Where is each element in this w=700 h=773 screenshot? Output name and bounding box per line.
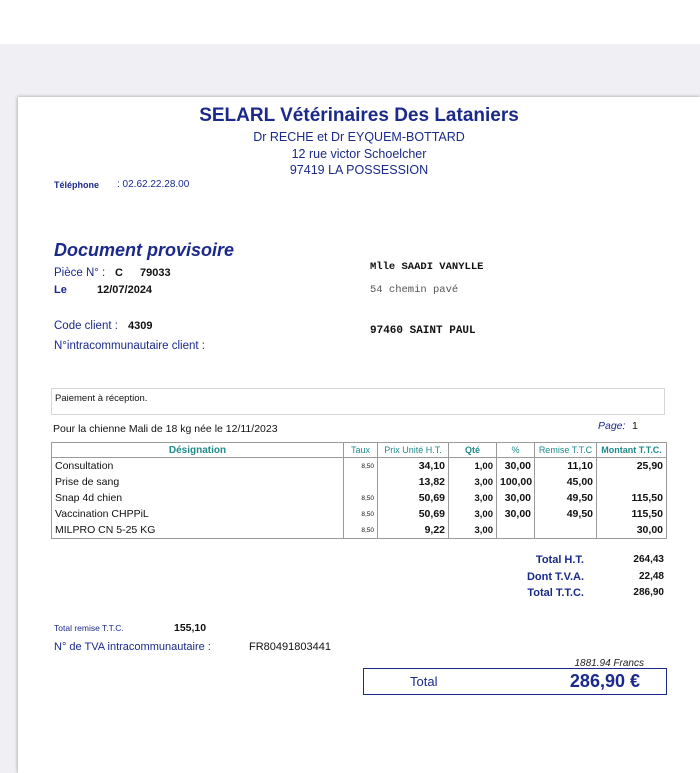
grand-total-box	[363, 668, 667, 695]
piece-label: Pièce N° :	[54, 267, 106, 279]
cell-qte: 3,00	[449, 522, 497, 539]
cell-montant: 115,50	[597, 490, 667, 506]
cell-qte: 3,00	[449, 474, 497, 490]
header-montant: Montant T.T.C.	[597, 443, 667, 458]
cell-pct: 30,00	[497, 458, 535, 475]
cell-designation: Prise de sang	[52, 474, 344, 490]
top-bar	[0, 0, 700, 44]
cell-remise	[535, 522, 597, 539]
table-row	[52, 522, 667, 539]
header-designation: Désignation	[52, 443, 344, 458]
document-title: Document provisoire	[54, 240, 235, 260]
cell-qte: 1,00	[449, 458, 497, 475]
cell-pct	[497, 522, 535, 539]
table-row	[52, 490, 667, 506]
total-ht-label: Total H.T.	[535, 554, 584, 566]
header-qte: Qté	[449, 443, 497, 458]
cell-pct: 100,00	[497, 474, 535, 490]
cell-remise: 11,10	[535, 458, 597, 475]
table-row	[52, 474, 667, 490]
header-pct: %	[497, 443, 535, 458]
total-remise-value: 155,10	[174, 622, 207, 634]
items-table	[51, 442, 667, 539]
total-ttc-label: Total T.T.C.	[527, 587, 584, 599]
recipient-city: 97460 SAINT PAUL	[370, 325, 476, 337]
intracom-label: N°intracommunautaire client :	[54, 340, 205, 352]
cell-designation: Consultation	[52, 458, 344, 475]
cell-prix: 34,10	[378, 458, 449, 475]
cell-montant	[597, 474, 667, 490]
cell-taux: 8,50	[344, 506, 378, 522]
company-street: 12 rue victor Schoelcher	[291, 147, 427, 161]
cell-taux: 8,50	[344, 490, 378, 506]
company-doctors: Dr RECHE et Dr EYQUEM-BOTTARD	[253, 130, 465, 144]
total-tva-label: Dont T.V.A.	[526, 571, 584, 583]
cell-designation: Vaccination CHPPiL	[52, 506, 344, 522]
header-taux: Taux	[344, 443, 378, 458]
page-number: 1	[632, 420, 638, 432]
total-ttc-value: 286,90	[633, 587, 664, 598]
total-tva-value: 22,48	[638, 571, 664, 582]
cell-designation: Snap 4d chien	[52, 490, 344, 506]
header-prix: Prix Unité H.T.	[378, 443, 449, 458]
cell-montant: 30,00	[597, 522, 667, 539]
phone-value: : 02.62.22.28.00	[117, 179, 190, 190]
table-header-row	[52, 443, 667, 458]
cell-taux	[344, 474, 378, 490]
piece-number: 79033	[140, 267, 171, 279]
tva-number-value: FR80491803441	[249, 641, 331, 653]
table-row	[52, 506, 667, 522]
grand-total-label: Total	[410, 674, 438, 689]
francs-amount: 1881.94 Francs	[574, 658, 644, 669]
header-remise: Remise T.T.C	[535, 443, 597, 458]
cell-qte: 3,00	[449, 490, 497, 506]
recipient-name: Mlle SAADI VANYLLE	[370, 261, 484, 273]
cell-prix: 13,82	[378, 474, 449, 490]
client-code-value: 4309	[128, 320, 153, 332]
total-remise-label: Total remise T.T.C.	[54, 623, 124, 633]
company-name: SELARL Vétérinaires Des Lataniers	[199, 105, 519, 126]
phone-label: Téléphone	[54, 180, 100, 190]
total-ht-value: 264,43	[633, 554, 664, 565]
cell-qte: 3,00	[449, 506, 497, 522]
cell-pct: 30,00	[497, 490, 535, 506]
page-label: Page:	[598, 420, 626, 432]
cell-prix: 50,69	[378, 506, 449, 522]
invoice-document	[18, 97, 700, 773]
cell-designation: MILPRO CN 5-25 KG	[52, 522, 344, 539]
date-label: Le	[54, 284, 67, 296]
table-row	[52, 458, 667, 475]
cell-montant: 115,50	[597, 506, 667, 522]
cell-taux: 8,50	[344, 458, 378, 475]
cell-taux: 8,50	[344, 522, 378, 539]
cell-pct: 30,00	[497, 506, 535, 522]
company-city: 97419 LA POSSESSION	[289, 163, 429, 177]
recipient-street: 54 chemin pavé	[370, 284, 459, 296]
cell-prix: 50,69	[378, 490, 449, 506]
cell-montant: 25,90	[597, 458, 667, 475]
client-code-label: Code client :	[54, 320, 118, 332]
patient-note: Pour la chienne Mali de 18 kg née le 12/11/2023	[53, 423, 278, 435]
date-value: 12/07/2024	[97, 284, 153, 296]
cell-remise: 49,50	[535, 506, 597, 522]
payment-note: Paiement à réception.	[51, 388, 665, 415]
cell-remise: 45,00	[535, 474, 597, 490]
cell-remise: 49,50	[535, 490, 597, 506]
tva-number-label: N° de TVA intracommunautaire :	[54, 641, 211, 653]
cell-prix: 9,22	[378, 522, 449, 539]
piece-prefix: C	[115, 267, 123, 279]
grand-total-value: 286,90 €	[569, 671, 640, 691]
